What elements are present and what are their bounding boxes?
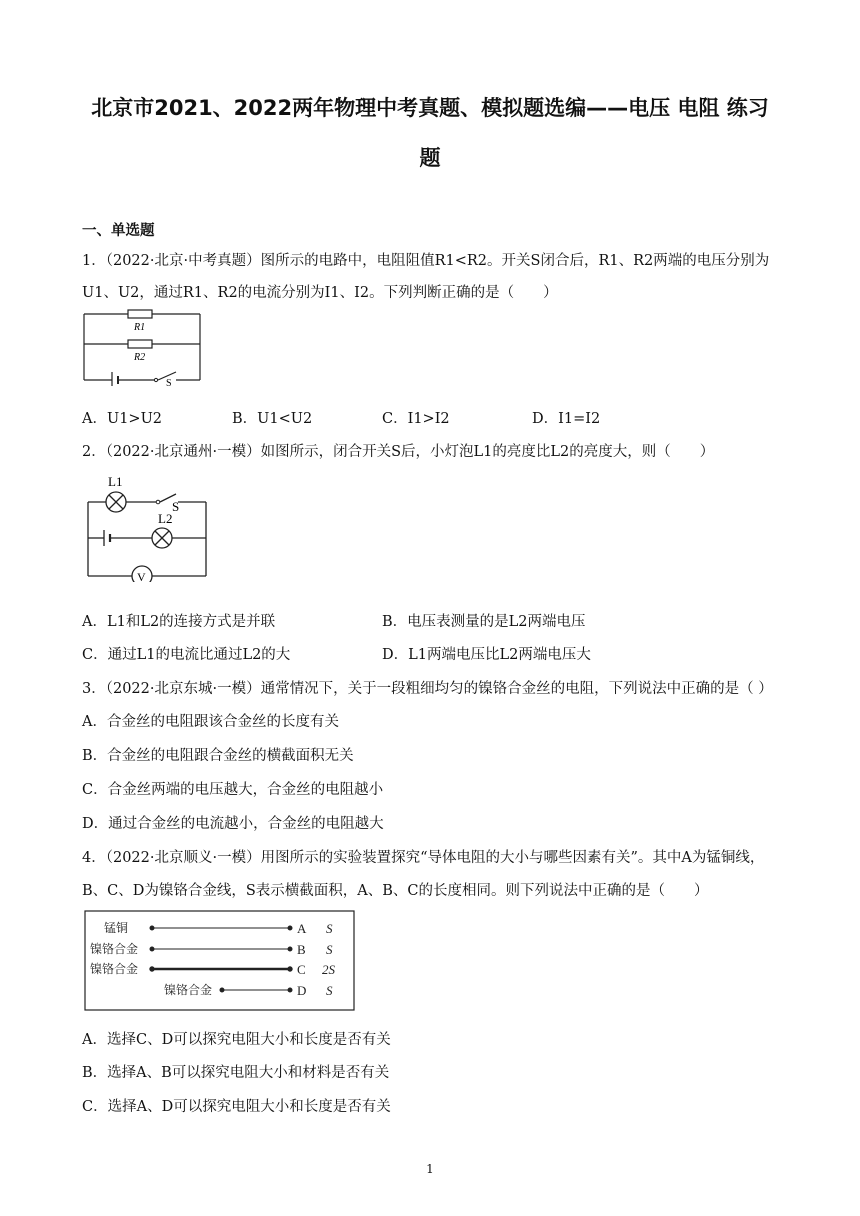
q1-fig-r2-label: R2 bbox=[134, 352, 146, 363]
q2-circuit-diagram bbox=[84, 470, 210, 582]
q4-fig-row-c-letter: C bbox=[297, 962, 306, 977]
q1-circuit-diagram bbox=[82, 308, 204, 386]
q1-fig-r1-label: R1 bbox=[134, 322, 146, 333]
q3-stem-line1: 3．（2022·北京东城·一模）通常情况下，关于一段粗细均匀的镍铬合金丝的电阻，下列说法中正确的是（ ） bbox=[82, 681, 773, 697]
q4-fig-row-a-material: 锰铜 bbox=[104, 921, 129, 935]
q2-option-c[interactable]: C．通过L1的电流比通过L2的大 bbox=[82, 647, 291, 663]
q4-option-a[interactable]: A．选择C、D可以探究电阻大小和长度是否有关 bbox=[82, 1032, 391, 1048]
q3-option-c[interactable]: C．合金丝两端的电压越大，合金丝的电阻越小 bbox=[82, 782, 384, 798]
q2-fig-l2-label: L2 bbox=[158, 511, 173, 526]
q4-fig-row-c-area: 2S bbox=[322, 962, 335, 977]
q4-option-c[interactable]: C．选择A、D可以探究电阻大小和长度是否有关 bbox=[82, 1099, 391, 1115]
q2-fig-s-label: S bbox=[172, 499, 180, 514]
page-title-line1: 北京市2021、2022两年物理中考真题、模拟题选编——电压 电阻 练习 bbox=[91, 96, 769, 120]
q2-option-a[interactable]: A．L1和L2的连接方式是并联 bbox=[82, 614, 276, 630]
q1-option-d[interactable]: D．I1=I2 bbox=[532, 411, 601, 427]
q3-option-b[interactable]: B．合金丝的电阻跟合金丝的横截面积无关 bbox=[82, 748, 354, 764]
page-number: 1 bbox=[426, 1162, 434, 1176]
q1-fig-s-label: S bbox=[166, 378, 172, 386]
q4-stem-line1: 4．（2022·北京顺义·一模）用图所示的实验装置探究“导体电阻的大小与哪些因素有关”。其中A为锰铜线， bbox=[82, 850, 765, 866]
q1-option-c[interactable]: C．I1>I2 bbox=[382, 411, 450, 427]
q4-fig-row-a-letter: A bbox=[297, 921, 307, 936]
q1-stem-line2: U1、U2，通过R1、R2的电流分别为I1、I2。下列判断正确的是（ ） bbox=[82, 285, 558, 301]
q2-option-d[interactable]: D．L1两端电压比L2两端电压大 bbox=[382, 647, 591, 663]
q4-fig-row-c-material: 镍铬合金 bbox=[90, 962, 139, 976]
q2-fig-l1-label: L1 bbox=[108, 474, 123, 489]
q4-option-b[interactable]: B．选择A、B可以探究电阻大小和材料是否有关 bbox=[82, 1065, 390, 1081]
q4-stem-line2: B、C、D为镍铬合金线，S表示横截面积，A、B、C的长度相同。则下列说法中正确的是（ ） bbox=[82, 883, 709, 899]
q2-stem-line1: 2．（2022·北京通州·一模）如图所示，闭合开关S后，小灯泡L1的亮度比L2的亮度大，则（ ） bbox=[82, 444, 715, 460]
q3-option-a[interactable]: A．合金丝的电阻跟该合金丝的长度有关 bbox=[82, 714, 339, 730]
q4-fig-row-d-material: 镍铬合金 bbox=[164, 983, 213, 997]
q4-wire-apparatus-diagram bbox=[84, 910, 356, 1012]
page-title-line2: 题 bbox=[419, 146, 441, 170]
q4-fig-row-b-material: 镍铬合金 bbox=[90, 942, 139, 956]
q4-fig-row-d-letter: D bbox=[297, 983, 307, 998]
q2-option-b[interactable]: B．电压表测量的是L2两端电压 bbox=[382, 614, 586, 630]
q4-fig-row-b-letter: B bbox=[297, 942, 306, 957]
q4-fig-row-b-area: S bbox=[326, 942, 333, 957]
q4-fig-row-d-area: S bbox=[326, 983, 333, 998]
q2-fig-v-label: V bbox=[137, 570, 146, 582]
q1-option-b[interactable]: B．U1<U2 bbox=[232, 411, 313, 427]
q4-fig-row-a-area: S bbox=[326, 921, 333, 936]
q3-option-d[interactable]: D．通过合金丝的电流越小，合金丝的电阻越大 bbox=[82, 816, 384, 832]
q1-option-a[interactable]: A．U1>U2 bbox=[82, 411, 163, 427]
q1-stem-line1: 1．（2022·北京·中考真题）图所示的电路中，电阻阻值R1<R2。开关S闭合后，R1、R2两端的电压分别为 bbox=[82, 253, 770, 269]
section-heading: 一、单选题 bbox=[82, 223, 155, 239]
